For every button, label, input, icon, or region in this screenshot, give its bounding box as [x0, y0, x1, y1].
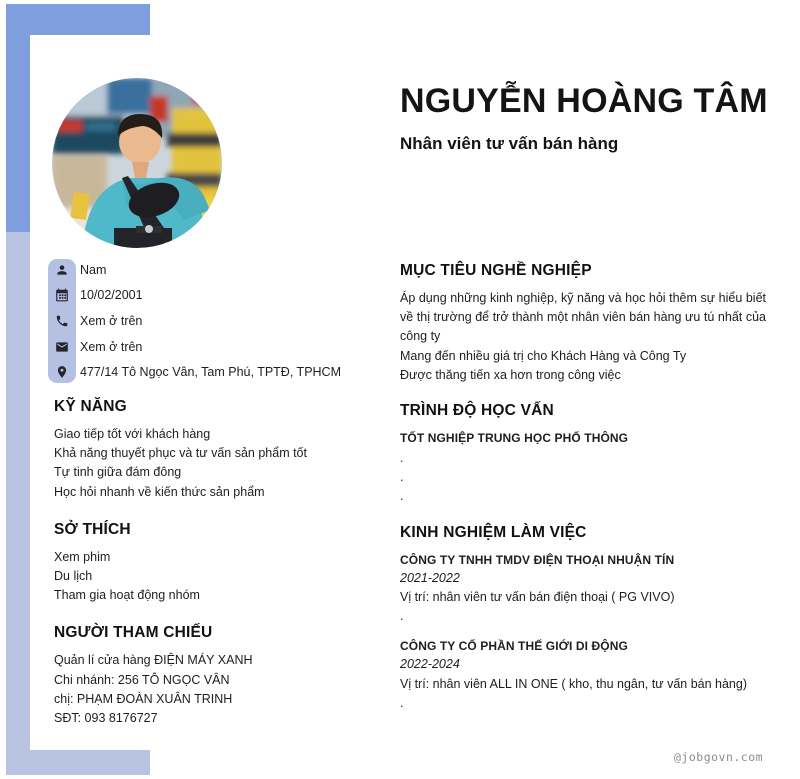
experience-period: 2022-2024 — [400, 657, 460, 672]
section-education — [400, 398, 766, 507]
accent-left-strip-dark — [6, 4, 30, 232]
person-icon — [48, 263, 76, 277]
experience-entry — [400, 551, 766, 627]
email-value: Xem ở trên — [80, 339, 143, 354]
contact-row-phone — [48, 308, 393, 334]
experience-position: Vị trí: nhân viên tư vấn bán điện thoại ( PG VIVO) — [400, 590, 675, 605]
section-experience — [400, 520, 766, 713]
experience-period: 2021-2022 — [400, 570, 460, 585]
experience-note: . — [400, 695, 404, 710]
objective-item: Mang đến nhiều giá trị cho Khách Hàng và Công Ty — [400, 348, 687, 363]
objective-item: Áp dụng những kinh nghiệp, kỹ năng và học hỏi thêm sự hiểu biết về thị trường để trở thành một nhân viên bán hàng ưu tú nhất của công ty — [400, 291, 766, 344]
skill-item: Giao tiếp tốt với khách hàng — [54, 427, 211, 441]
references-heading: NGƯỜI THAM CHIẾU — [54, 624, 213, 642]
hobby-item: Xem phim — [54, 549, 111, 564]
header — [400, 82, 780, 154]
experience-entry — [400, 637, 766, 713]
calendar-icon — [48, 288, 76, 302]
skills-heading: KỸ NĂNG — [54, 398, 127, 415]
accent-left-strip-light — [6, 232, 30, 775]
education-note: . — [400, 489, 404, 504]
profile-photo — [52, 78, 222, 248]
address-value: 477/14 Tô Ngọc Vân, Tam Phú, TPTĐ, TPHCM — [80, 365, 341, 380]
contact-row-email — [48, 334, 393, 360]
profile-photo-illustration — [52, 78, 222, 248]
hobby-item: Du lịch — [54, 569, 93, 584]
experience-position: Vị trí: nhân viên ALL IN ONE ( kho, thu ngân, tư vấn bán hàng) — [400, 676, 747, 691]
left-column — [54, 394, 390, 743]
section-references — [54, 620, 390, 728]
email-icon — [48, 340, 76, 354]
hobbies-heading: SỞ THÍCH — [54, 520, 131, 538]
experience-company: CÔNG TY CỔ PHẦN THẾ GIỚI DI ĐỘNG — [400, 639, 628, 654]
contact-row-address — [48, 359, 393, 385]
location-icon — [48, 365, 76, 379]
right-column — [400, 258, 766, 726]
education-entry-title: TỐT NGHIỆP TRUNG HỌC PHỔ THÔNG — [400, 431, 629, 446]
reference-item: SĐT: 093 8176727 — [54, 711, 158, 726]
skill-item: Học hỏi nhanh về kiến thức sản phẩm — [54, 484, 265, 499]
hobby-item: Tham gia hoạt động nhóm — [54, 588, 200, 603]
accent-bottom-band — [6, 750, 150, 775]
section-objective — [400, 258, 766, 385]
candidate-title: Nhân viên tư vấn bán hàng — [400, 134, 619, 154]
contact-row-birthdate — [48, 283, 393, 309]
education-heading: TRÌNH ĐỘ HỌC VẤN — [400, 402, 554, 420]
skill-item: Khả năng thuyết phục và tư vấn sản phẩm tốt — [54, 446, 307, 461]
candidate-name: NGUYỄN HOÀNG TÂM — [400, 82, 768, 120]
reference-item: chị: PHẠM ĐOÀN XUÂN TRINH — [54, 691, 233, 706]
birthdate-value: 10/02/2001 — [80, 288, 143, 303]
education-note: . — [400, 470, 404, 485]
reference-item: Quản lí cửa hàng ĐIỆN MÁY XANH — [54, 653, 253, 668]
reference-item: Chi nhánh: 256 TÔ NGỌC VÂN — [54, 672, 230, 687]
contact-info — [48, 257, 393, 385]
skill-item: Tự tinh giữa đám đông — [54, 465, 182, 480]
section-hobbies — [54, 517, 390, 606]
section-skills — [54, 394, 390, 502]
watermark: @jobgovn.com — [674, 750, 764, 764]
phone-value: Xem ở trên — [80, 313, 143, 328]
experience-note: . — [400, 609, 404, 624]
contact-row-gender — [48, 257, 393, 283]
objective-heading: MỤC TIÊU NGHỀ NGHIỆP — [400, 262, 592, 279]
gender-value: Nam — [80, 262, 107, 277]
phone-icon — [48, 314, 76, 328]
education-note: . — [400, 451, 404, 466]
objective-item: Được thăng tiến xa hơn trong công việc — [400, 367, 621, 382]
experience-company: CÔNG TY TNHH TMDV ĐIỆN THOẠI NHUẬN TÍN — [400, 552, 675, 567]
experience-heading: KINH NGHIỆM LÀM VIỆC — [400, 523, 587, 541]
